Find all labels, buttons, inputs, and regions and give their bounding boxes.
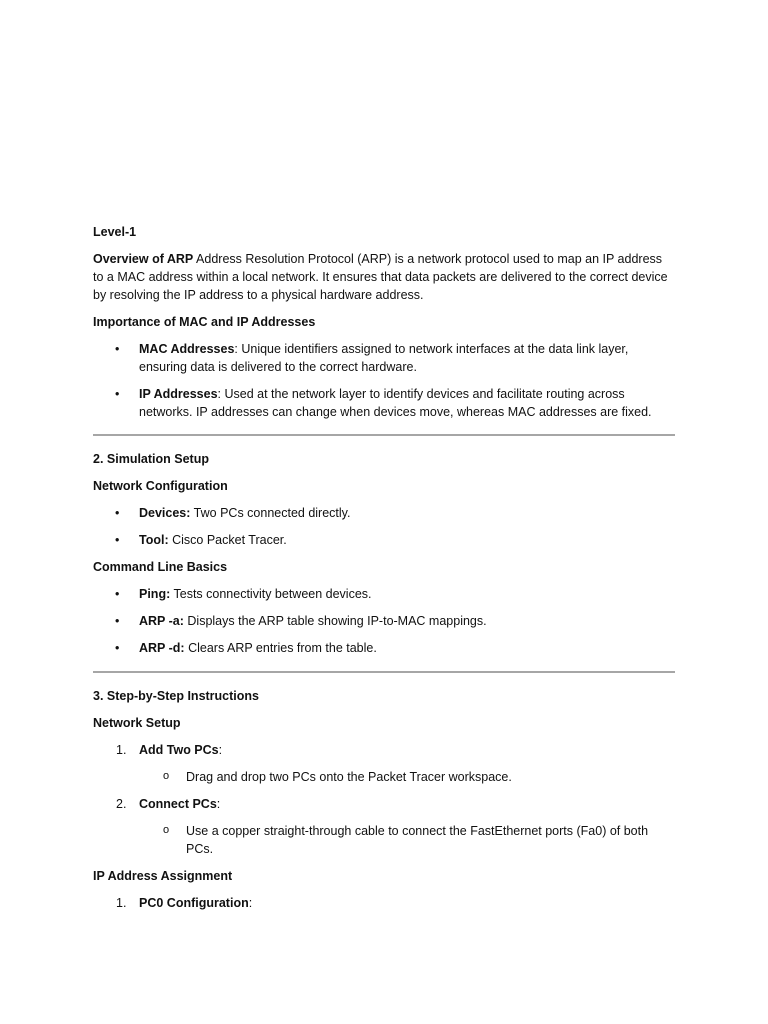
overview-paragraph: [93, 250, 675, 304]
list-item-tool: • Tool: Cisco Packet Tracer.: [93, 531, 675, 549]
network-setup-list: [93, 741, 675, 858]
network-config-heading: Network Configuration: [93, 479, 228, 493]
network-setup-heading: Network Setup: [93, 716, 181, 730]
section-divider: [93, 671, 675, 673]
ip-assignment-heading: IP Address Assignment: [93, 869, 233, 883]
importance-heading: Importance of MAC and IP Addresses: [93, 315, 316, 329]
importance-list: [93, 340, 675, 421]
list-item-ping: • Ping: Tests connectivity between devices.: [93, 585, 675, 603]
sub-item-cable: o Use a copper straight-through cable to connect the FastEthernet ports (Fa0) of both PCs.: [93, 822, 675, 858]
command-line-list: [93, 585, 675, 657]
overview-label: Overview of ARP: [93, 252, 194, 266]
steps-heading: 3. Step-by-Step Instructions: [93, 689, 259, 703]
sub-item-drag-drop: o Drag and drop two PCs onto the Packet Tracer workspace.: [93, 768, 675, 786]
list-item-mac: • MAC Addresses: Unique identifiers assigned to network interfaces at the data link layer, ensuring data is delivered to the correct hardware.: [93, 340, 675, 376]
list-item-ip: • IP Addresses: Used at the network layer to identify devices and facilitate routing across networks. IP addresses can change when devices move, whereas MAC addresses are fixed.: [93, 385, 675, 421]
list-item-arp-a: • ARP -a: Displays the ARP table showing IP-to-MAC mappings.: [93, 612, 675, 630]
command-line-heading: Command Line Basics: [93, 560, 228, 574]
list-item-connect-pcs: 2. Connect PCs:: [116, 797, 221, 811]
overview-text: Address Resolution Protocol (ARP) is a network protocol used to map an IP address to a MAC address within a local network. It ensures that data packets are delivered to the correct device by resolving the IP address to a physical hardware address.: [93, 252, 668, 302]
section-divider: [93, 434, 675, 436]
list-item-add-pcs: 1. Add Two PCs:: [116, 743, 223, 757]
ip-assignment-list: [93, 894, 675, 912]
simulation-heading: 2. Simulation Setup: [93, 452, 209, 466]
list-item-devices: • Devices: Two PCs connected directly.: [93, 504, 675, 522]
level-heading: Level-1: [93, 225, 137, 239]
list-item-arp-d: • ARP -d: Clears ARP entries from the table.: [93, 639, 675, 657]
list-item-pc0-config: 1. PC0 Configuration:: [116, 896, 253, 910]
document-content: [93, 223, 675, 921]
network-config-list: [93, 504, 675, 549]
